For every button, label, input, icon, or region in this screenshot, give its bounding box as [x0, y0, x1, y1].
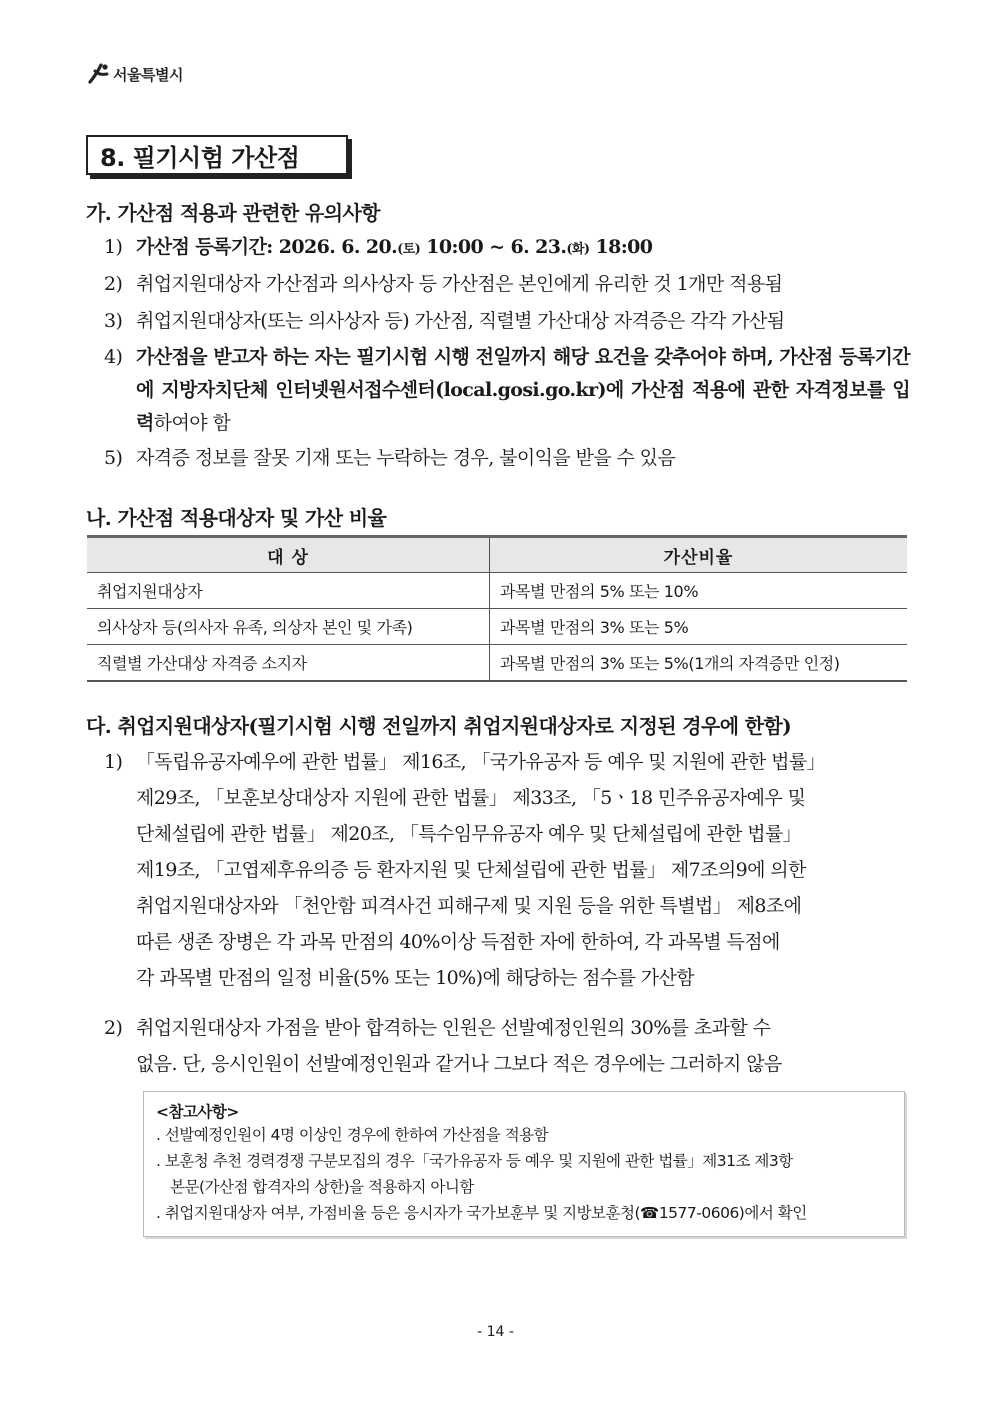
rates-table	[87, 535, 907, 682]
list-item: 4) 가산점을 받고자 하는 자는 필기시험 시행 전일까지 해당 요건을 갖추어야 하며, 가산점 등록기간에 지방자치단체 인터넷원서접수센터(local.gosi.go.kr)에 가산점 적용에 관한 자격정보를 입력하여야 함	[104, 346, 910, 434]
heading-ga: 가. 가산점 적용과 관련한 유의사항	[86, 201, 380, 225]
note-line: . 보훈청 추천 경력경쟁 구분모집의 경우「국가유공자 등 예우 및 지원에 관한 법률」제31조 제3항	[156, 1152, 793, 1170]
table-row	[87, 609, 907, 645]
section-title: 8. 필기시험 가산점	[100, 143, 300, 172]
table-row	[87, 645, 907, 682]
note-line: . 취업지원대상자 여부, 가점비율 등은 응시자가 국가보훈부 및 지방보훈청(☎1577-0606)에서 확인	[156, 1204, 807, 1222]
section-title-box	[86, 135, 348, 175]
note-line: . 선발예정인원이 4명 이상인 경우에 한하여 가산점을 적용함	[156, 1126, 549, 1144]
table-cell: 과목별 만점의 5% 또는 10%	[490, 573, 908, 609]
table-header-row	[87, 537, 907, 573]
list-item: 2) 취업지원대상자 가점을 받아 합격하는 인원은 선발예정인원의 30%를 초과할 수 없음. 단, 응시인원이 선발예정인원과 같거나 그보다 적은 경우에는 그러하지 않음	[104, 1017, 782, 1075]
table-cell: 과목별 만점의 3% 또는 5%	[490, 609, 908, 645]
heading-da: 다. 취업지원대상자(필기시험 시행 전일까지 취업지원대상자로 지정된 경우에 한함)	[86, 714, 792, 738]
list-item: 1) 「독립유공자예우에 관한 법률」 제16조, 「국가유공자 등 예우 및 지원에 관한 법률」 제29조, 「보훈보상대상자 지원에 관한 법률」 제33조, 「5ㆍ18 민주유공자예우 및 단체설립에 관한 법률」 제20조, 「특수임무유공자 예우 및 단체설립에 관한 법률」 제19조, 「고엽제후유의증 등 환자지원 및 단체설립에 관한 법률」 제7조의9에 의한 취업지원대상자와 「천안함 피격사건 피해구제 및 지원 등을 위한 특별법」 제8조에 따른 생존 장병은 각 과목 만점의 40%이상 득점한 자에 한하여, 각 과목별 득점에 각 과목별 만점의 일정 비율(5% 또는 10%)에 해당하는 점수를 가산함	[104, 751, 826, 989]
table-row	[87, 573, 907, 609]
note-line: 본문(가산점 합격자의 상한)을 적용하지 아니함	[170, 1178, 474, 1196]
heading-na: 나. 가산점 적용대상자 및 가산 비율	[86, 506, 387, 530]
list-item: 2) 취업지원대상자 가산점과 의사상자 등 가산점은 본인에게 유리한 것 1개만 적용됨	[104, 273, 783, 295]
reference-note-box	[143, 1091, 905, 1237]
registration-period: 가산점 등록기간: 2026. 6. 20.(토) 10:00 ~ 6. 23.(화) 18:00	[136, 236, 653, 258]
page-number: - 14 -	[477, 1324, 514, 1340]
seoul-logo	[86, 62, 183, 86]
list-item: 1) 가산점 등록기간: 2026. 6. 20.(토) 10:00 ~ 6. 23.(화) 18:00	[104, 229, 910, 268]
note-title: <참고사항>	[156, 1103, 239, 1121]
col-header-rate: 가산비율	[490, 537, 908, 573]
col-header-target: 대 상	[87, 537, 490, 573]
seoul-logo-icon	[86, 62, 110, 86]
logo-text: 서울특별시	[113, 65, 183, 84]
table-cell: 의사상자 등(의사자 유족, 의상자 본인 및 가족)	[87, 609, 490, 645]
table-cell: 직렬별 가산대상 자격증 소지자	[87, 645, 490, 682]
table-cell: 취업지원대상자	[87, 573, 490, 609]
list-item: 3) 취업지원대상자(또는 의사상자 등) 가산점, 직렬별 가산대상 자격증은 각각 가산됨	[104, 310, 785, 332]
table-cell: 과목별 만점의 3% 또는 5%(1개의 자격증만 인정)	[490, 645, 908, 682]
list-item: 5) 자격증 정보를 잘못 기재 또는 누락하는 경우, 불이익을 받을 수 있음	[104, 447, 676, 469]
